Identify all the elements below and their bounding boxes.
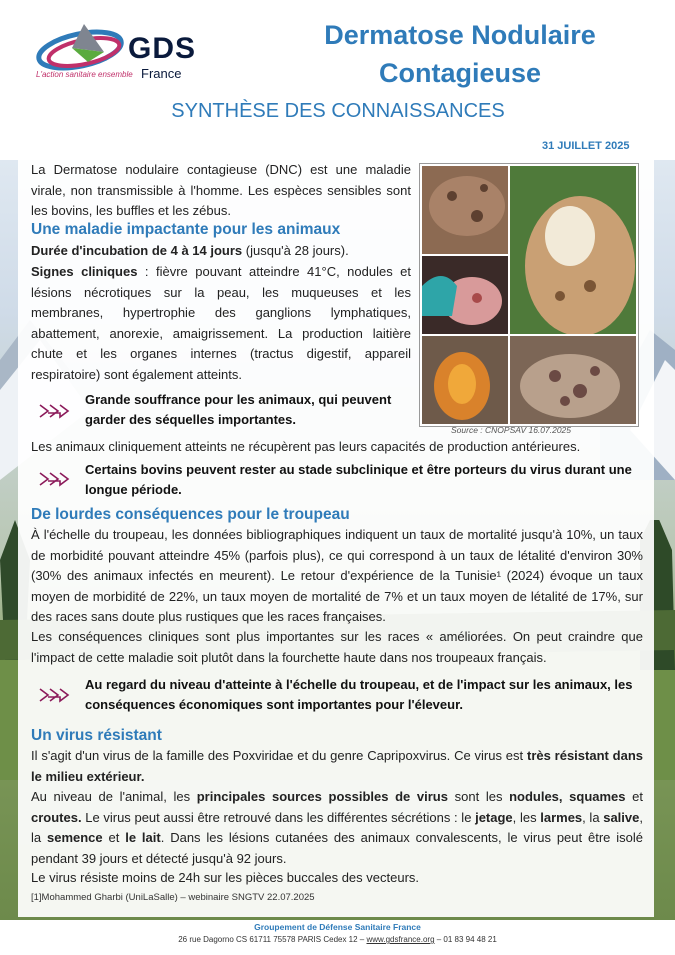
herd-paragraph-2: Les conséquences cliniques sont plus importantes sur les races « améliorées. On peut craindre que l'impact de cette maladie soit plutôt dans la fourchette haute dans nos troupeaux français.	[31, 629, 643, 665]
herd-paragraph-1: À l'échelle du troupeau, les données bibliographiques indiquent un taux de mortalité jusqu'à 10%, un taux de morbidité pouvant atteindre 45% (parfois plus), ce qui correspond à un taux de létalité d'environ 30% (30% des animaux infectés en meurent). Le retour d'expérience de la Tunisie¹ (2024) évoque un taux moyen de morbidité de 22%, un taux moyen de mortalité de 7% et un taux moyen de létalité de 17%, sur des races sans doute plus rustiques que les races françaises.	[31, 527, 643, 624]
footer-address-text: 26 rue Dagorno CS 61711 75578 PARIS Cedex 12 –	[178, 935, 367, 944]
virus-p2-text: et	[102, 830, 126, 845]
virus-p2-bold: larmes	[540, 809, 583, 825]
virus-p2-text: Le virus peut aussi être retrouvé dans les différentes sécrétions : le	[81, 809, 476, 825]
triple-chevron-arrow-icon	[38, 401, 78, 421]
virus-p2-bold: nodules, squames	[509, 789, 626, 804]
intro-paragraph: La Dermatose nodulaire contagieuse (DNC) est une maladie virale, non transmissible à l'homme. Les espèces sensibles sont les bovins, les buffles et les zébus.	[31, 162, 411, 218]
production-paragraph: Les animaux cliniquement atteints ne récupèrent pas leurs capacités de production antérieures.	[31, 439, 581, 454]
virus-p1-text: Il s'agit d'un virus de la famille des Poxviridae et du genre Capripoxvirus. Ce virus est	[31, 748, 527, 763]
section-heading-herd: De lourdes conséquences pour le troupeau	[31, 506, 350, 523]
title-line-2: Contagieuse	[378, 58, 542, 88]
photo-necrotic-nodule	[422, 336, 508, 424]
logo-country: France	[141, 66, 182, 81]
virus-p2-bold: croutes.	[31, 809, 82, 825]
lesion-photo-grid	[419, 163, 639, 427]
virus-p2-bold: le lait	[125, 830, 161, 845]
virus-p2-bold: principales sources possibles de virus	[196, 789, 448, 804]
callout-subclinical: Certains bovins peuvent rester au stade subclinique et être porteurs du virus durant une longue période.	[85, 462, 632, 497]
footer-website-link[interactable]: www.gdsfrance.org	[366, 935, 435, 944]
triple-chevron-arrow-icon	[38, 469, 78, 489]
footer-address	[0, 935, 675, 944]
virus-p2-bold: semence	[46, 830, 103, 845]
publication-date: 31 JUILLET 2025	[542, 140, 630, 152]
logo-tagline: L'action sanitaire ensemble	[36, 70, 133, 79]
virus-p2-text: , la	[31, 809, 643, 845]
photo-gloved-lesion	[422, 256, 508, 334]
section-heading-animals: Une maladie impactante pour les animaux	[31, 221, 341, 238]
logo-wordmark: GDS	[128, 32, 197, 65]
virus-p2-text: et	[625, 789, 644, 804]
incubation-rest: (jusqu'à 28 jours).	[242, 243, 349, 258]
photo-skin-nodules	[510, 336, 636, 424]
virus-p2-text: sont les	[447, 789, 510, 804]
photo-cow-flank	[510, 166, 636, 334]
page-title	[260, 16, 660, 92]
triple-chevron-arrow-icon	[38, 685, 78, 705]
clinical-signs-text: : fièvre pouvant atteindre 41°C, nodules et lésions nécrotiques sur la peau, les muqueuses et les membranes, hypertrophie des ganglions lymphatiques, abattement, anorexie, amaigrissement. La production laitière chute et les organes internes (tractus digestif, appareil respiratoire) sont également atteints.	[31, 264, 412, 382]
section-heading-virus: Un virus résistant	[31, 727, 162, 744]
virus-p2-bold: jetage	[475, 809, 513, 825]
callout-suffering: Grande souffrance pour les animaux, qui peuvent garder des séquelles importantes.	[85, 392, 392, 427]
clinical-signs-paragraph	[31, 262, 411, 385]
clinical-signs-label: Signes cliniques	[31, 264, 138, 279]
callout-economic: Au regard du niveau d'atteinte à l'échelle du troupeau, et de l'impact sur les animaux, les conséquences économiques sont importantes pour l'éleveur.	[85, 677, 633, 712]
virus-p2-text: , la	[582, 809, 604, 825]
virus-paragraph-1	[31, 746, 643, 787]
footnote-reference: [1]Mohammed Gharbi (UniLaSalle) – webinaire SNGTV 22.07.2025	[31, 892, 315, 903]
virus-p2-text: , les	[512, 809, 541, 825]
virus-p2-bold: salive	[603, 809, 640, 825]
virus-p2-text: Au niveau de l'animal, les	[31, 789, 197, 804]
virus-paragraph-3: Le virus résiste moins de 24h sur les pièces buccales des vecteurs.	[31, 870, 420, 885]
virus-paragraph-2	[31, 787, 643, 869]
photo-cow-head	[422, 166, 508, 254]
footer-phone-text: – 01 83 94 48 21	[434, 935, 497, 944]
virus-p2-text: . Dans les lésions cutanées des animaux convalescents, le virus peut être isolé pendant 39 jours et détecté jusqu'à 92 jours.	[31, 830, 643, 866]
virus-p1-bold: très résistant dans le milieu extérieur.	[31, 748, 643, 784]
incubation-bold: Durée d'incubation de 4 à 14 jours	[31, 243, 243, 258]
footer-organization: Groupement de Défense Sanitaire France	[254, 922, 421, 932]
page-subtitle: SYNTHÈSE DES CONNAISSANCES	[171, 100, 505, 122]
page-header	[0, 0, 675, 160]
title-line-1: Dermatose Nodulaire	[324, 20, 596, 50]
incubation-line	[31, 241, 411, 262]
photo-source: Source : CNOPSAV 16.07.2025	[451, 425, 572, 435]
